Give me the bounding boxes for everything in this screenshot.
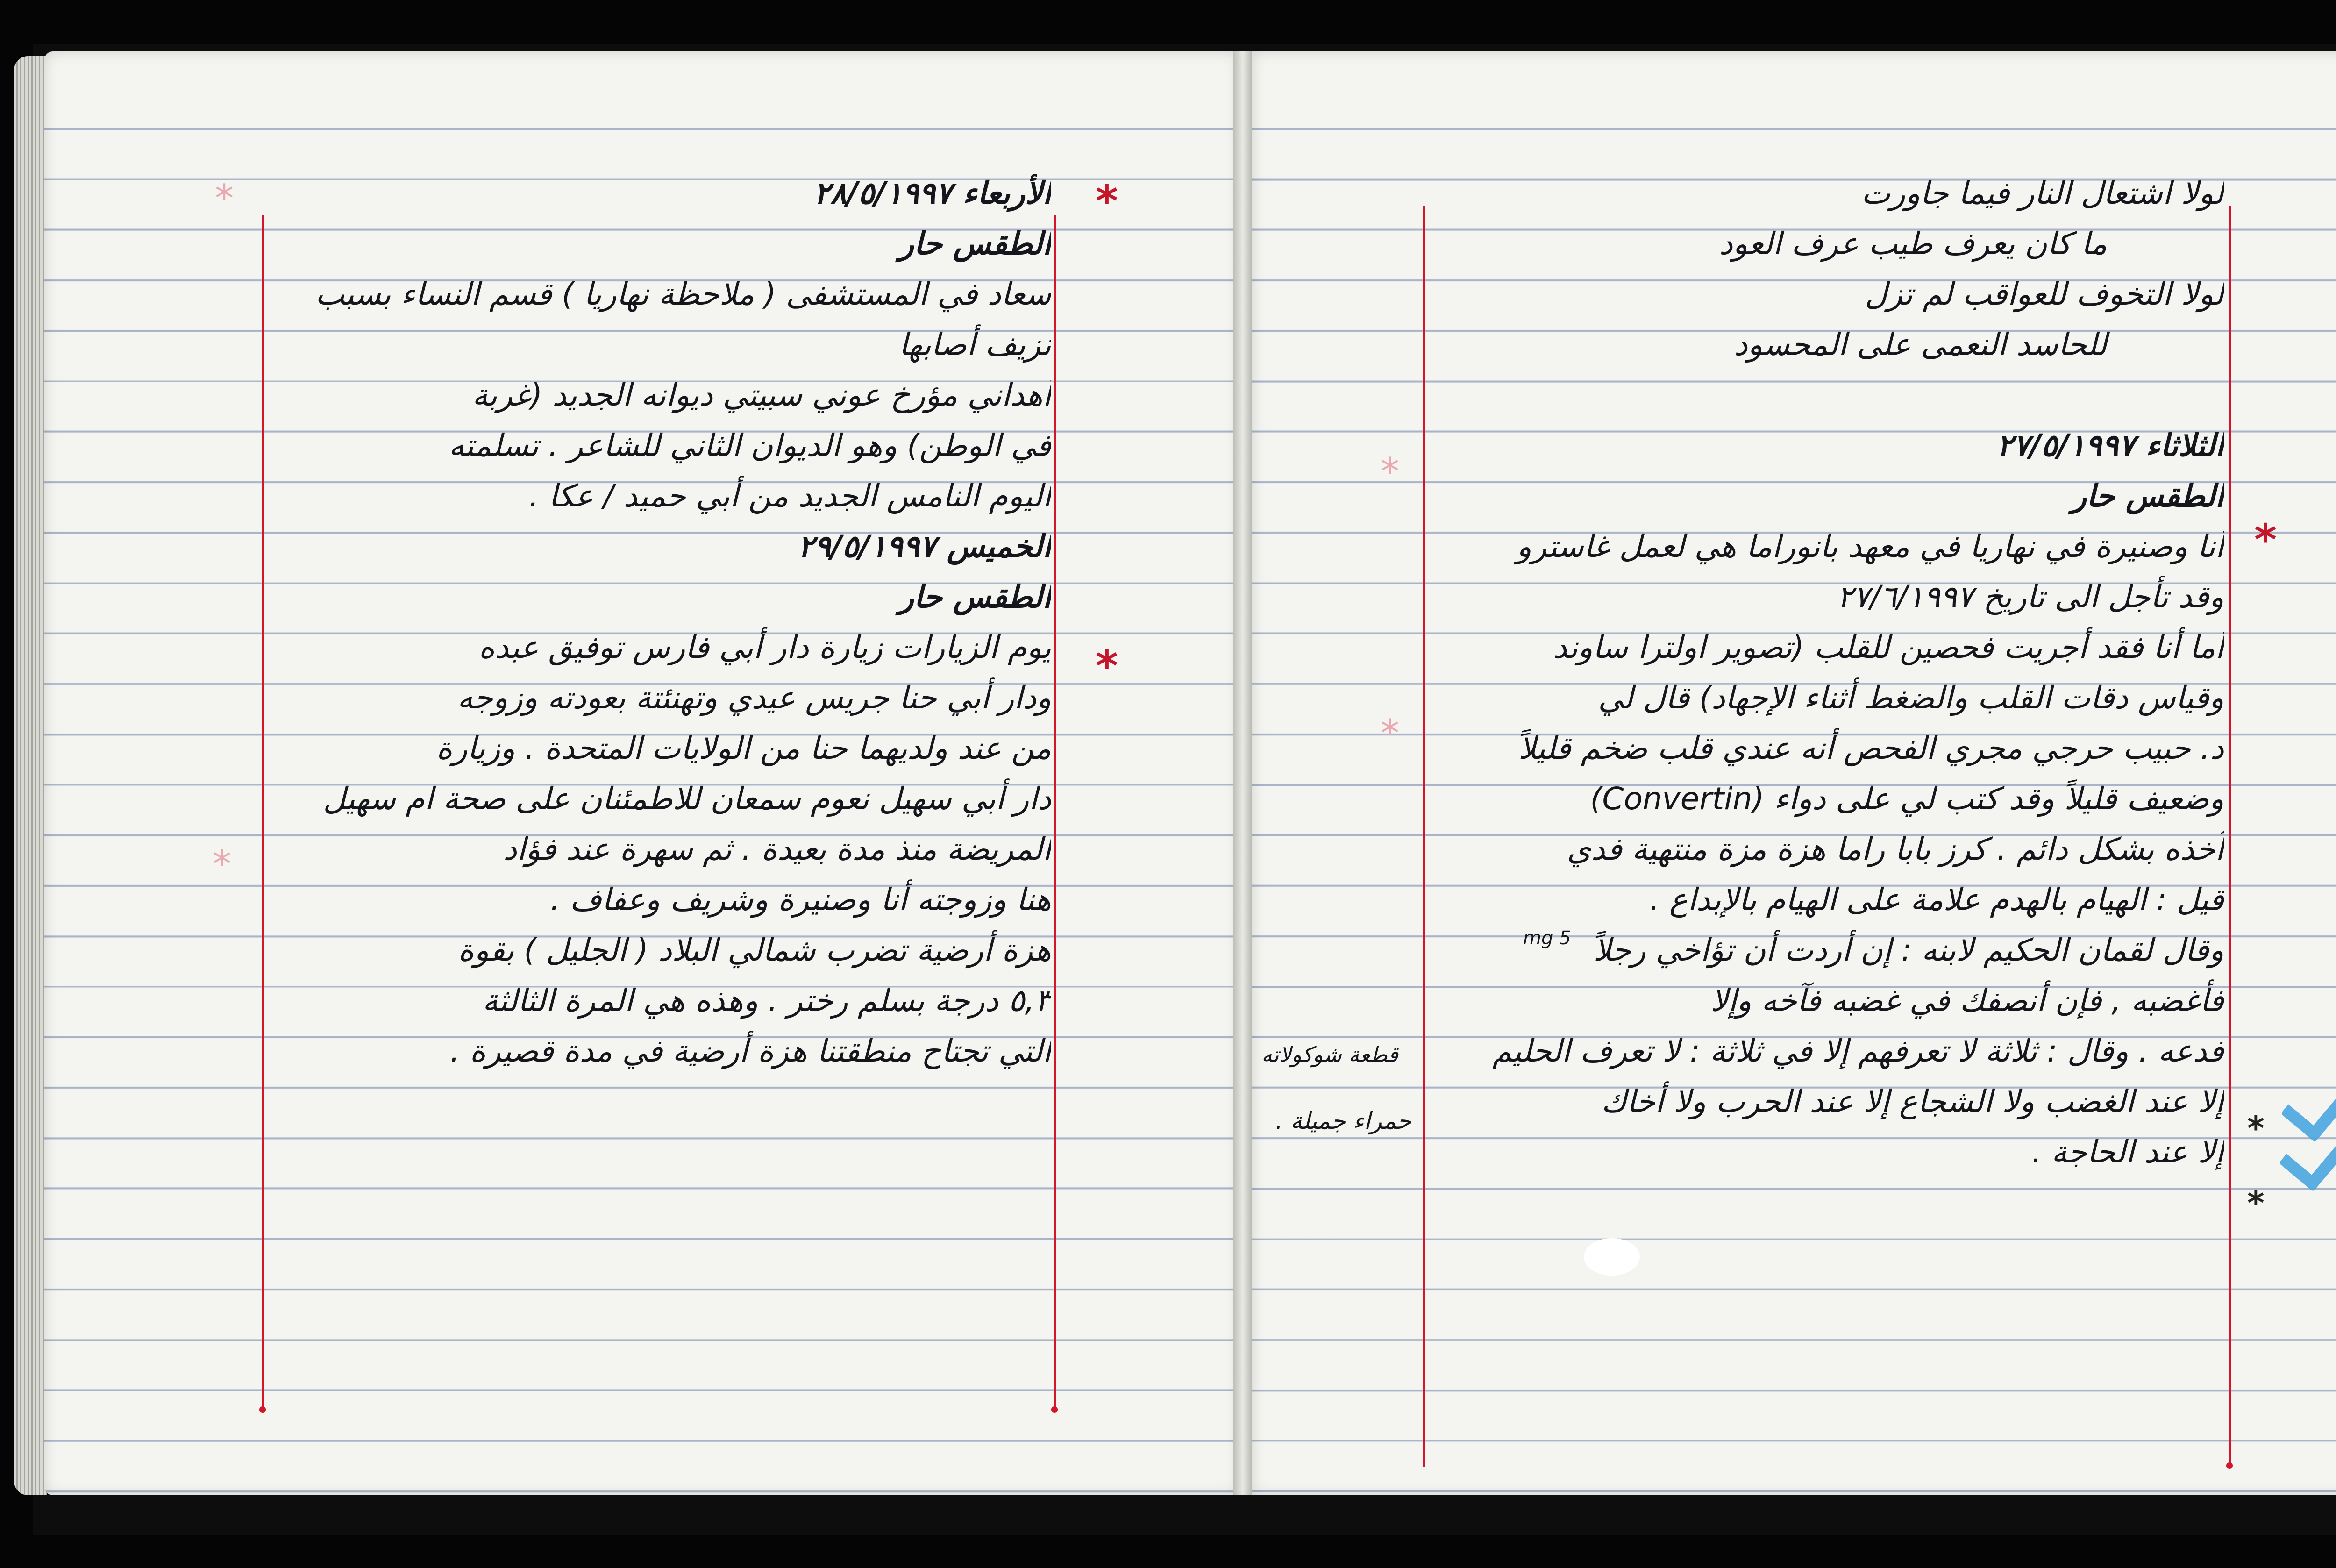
diary-line: وقال لقمان الحكيم لابنه : إن أردت أن تؤاخي رجلاً — [1593, 932, 2224, 968]
diary-line: الثلاثاء ٢٧/٥/١٩٩٧ — [1996, 428, 2224, 463]
diary-line: لولا اشتعال النار فيما جاورت — [1861, 175, 2224, 211]
diary-line: ودار أبي حنا جريس عيدي وتهنئتة بعودته وزوجه — [457, 680, 1051, 716]
dose-annotation: 5 mg — [1523, 927, 1571, 949]
faint-star-mark: * — [213, 842, 231, 886]
margin-dot — [259, 1406, 266, 1413]
diary-line: إلا عند الحاجة . — [2031, 1134, 2224, 1170]
diary-line: دار أبي سهيل نعوم سمعان للاطمئنان على صحة ام سهيل — [323, 781, 1051, 817]
diary-line: أما أنا فقد أجريت فحصين للقلب (تصوير اولترا ساوند — [1553, 629, 2224, 665]
diary-line: في الوطن) وهو الديوان الثاني للشاعر . تسلمته — [449, 428, 1051, 463]
diary-line: د. حبيب حرجي مجري الفحص أنه عندي قلب ضخم قليلاً — [1518, 730, 2224, 766]
margin-note: قطعة شوكولاته — [1261, 1042, 1398, 1067]
diary-line: فدعه . وقال : ثلاثة لا تعرفهم إلا في ثلاثة : لا تعرف الحليم — [1492, 1033, 2224, 1069]
diary-line: أنا وصنيرة في نهاريا في معهد بانوراما هي لعمل غاسترو — [1517, 528, 2224, 564]
margin-star-mark: * — [2247, 1184, 2265, 1222]
diary-line: نزيف أصابها — [899, 327, 1051, 363]
diary-line: يوم الزيارات زيارة دار أبي فارس توفيق عبده — [478, 629, 1051, 665]
diary-line: سعاد في المستشفى ( ملاحظة نهاريا ) قسم النساء بسبب — [315, 276, 1051, 312]
left-page-diary-text — [262, 168, 1051, 1076]
diary-line: الطقس حار — [2072, 478, 2224, 514]
diary-line: وقد تأجل الى تاريخ ٢٧/٦/١٩٩٧ — [1837, 579, 2224, 615]
entry-star-mark: * — [1096, 641, 1118, 691]
margin-dot — [1051, 1406, 1058, 1413]
diary-line: الخميس ٢٩/٥/١٩٩٧ — [798, 528, 1051, 564]
diary-line: المريضة منذ مدة بعيدة . ثم سهرة عند فؤاد — [503, 831, 1051, 867]
diary-line — [1430, 370, 2224, 421]
right-page-diary-text — [1430, 168, 2224, 1177]
faint-star-mark: * — [1381, 450, 1399, 493]
right-page-margin-line — [2229, 206, 2231, 1467]
diary-line: هزة أرضية تضرب شمالي البلاد ( الجليل ) بقوة — [458, 932, 1051, 968]
diary-line: التي تجتاح منطقتنا هزة أرضية في مدة قصيرة . — [450, 1033, 1051, 1069]
diary-line: هنا وزوجته أنا وصنيرة وشريف وعفاف . — [550, 882, 1051, 918]
diary-line: اليوم النامس الجديد من أبي حميد / عكا . — [529, 478, 1051, 514]
diary-line: ما كان يعرف طيب عرف العود — [1719, 226, 2107, 262]
diary-line: الأربعاء ٢٨/٥/١٩٩٧ — [813, 175, 1051, 211]
faint-star-mark: * — [215, 177, 234, 220]
diary-line: الطقس حار — [899, 579, 1051, 615]
diary-line: وقياس دقات القلب والضغط أثناء الإجهاد) قال لي — [1598, 680, 2224, 716]
diary-line: وضعيف قليلاً وقد كتب لي على دواء (Convertin) — [1590, 781, 2224, 817]
margin-dot — [2226, 1462, 2233, 1469]
diary-line: إلا عند الغضب ولا الشجاع إلا عند الحرب ولا أخاك — [1601, 1083, 2224, 1119]
diary-line: للحاسد النعمى على المحسود — [1734, 327, 2107, 363]
margin-note: حمراء جميلة . — [1275, 1107, 1411, 1134]
right-page-inner-margin-line — [1423, 206, 1425, 1467]
diary-line: ٥,٣ درجة بسلم رختر . وهذه هي المرة الثالثة — [482, 983, 1051, 1019]
left-page-edges — [14, 56, 47, 1495]
diary-line: لولا التخوف للعواقب لم تزل — [1865, 276, 2224, 312]
entry-star-mark: * — [1096, 176, 1118, 226]
correction-fluid-blot — [1584, 1238, 1640, 1276]
diary-line: آخذه بشكل دائم . كرز بابا راما هزة مزة منتهية فدي — [1567, 831, 2224, 867]
diary-line: من عند ولديهما حنا من الولايات المتحدة . وزيارة — [436, 730, 1051, 766]
left-page-margin-line — [1054, 215, 1056, 1411]
diary-line: الطقس حار — [899, 226, 1051, 262]
faint-star-mark: * — [1381, 712, 1399, 755]
entry-star-mark: * — [2254, 515, 2277, 565]
margin-star-mark: * — [2247, 1109, 2265, 1147]
diary-line: فأغضبه , فإن أنصفك في غضبه فآخه وإلا — [1710, 983, 2224, 1019]
diary-line: قيل : الهيام بالهدم علامة على الهيام بالإبداع . — [1649, 882, 2224, 918]
diary-line: أهداني مؤرخ عوني سبيتي ديوانه الجديد (غربة — [472, 377, 1051, 413]
